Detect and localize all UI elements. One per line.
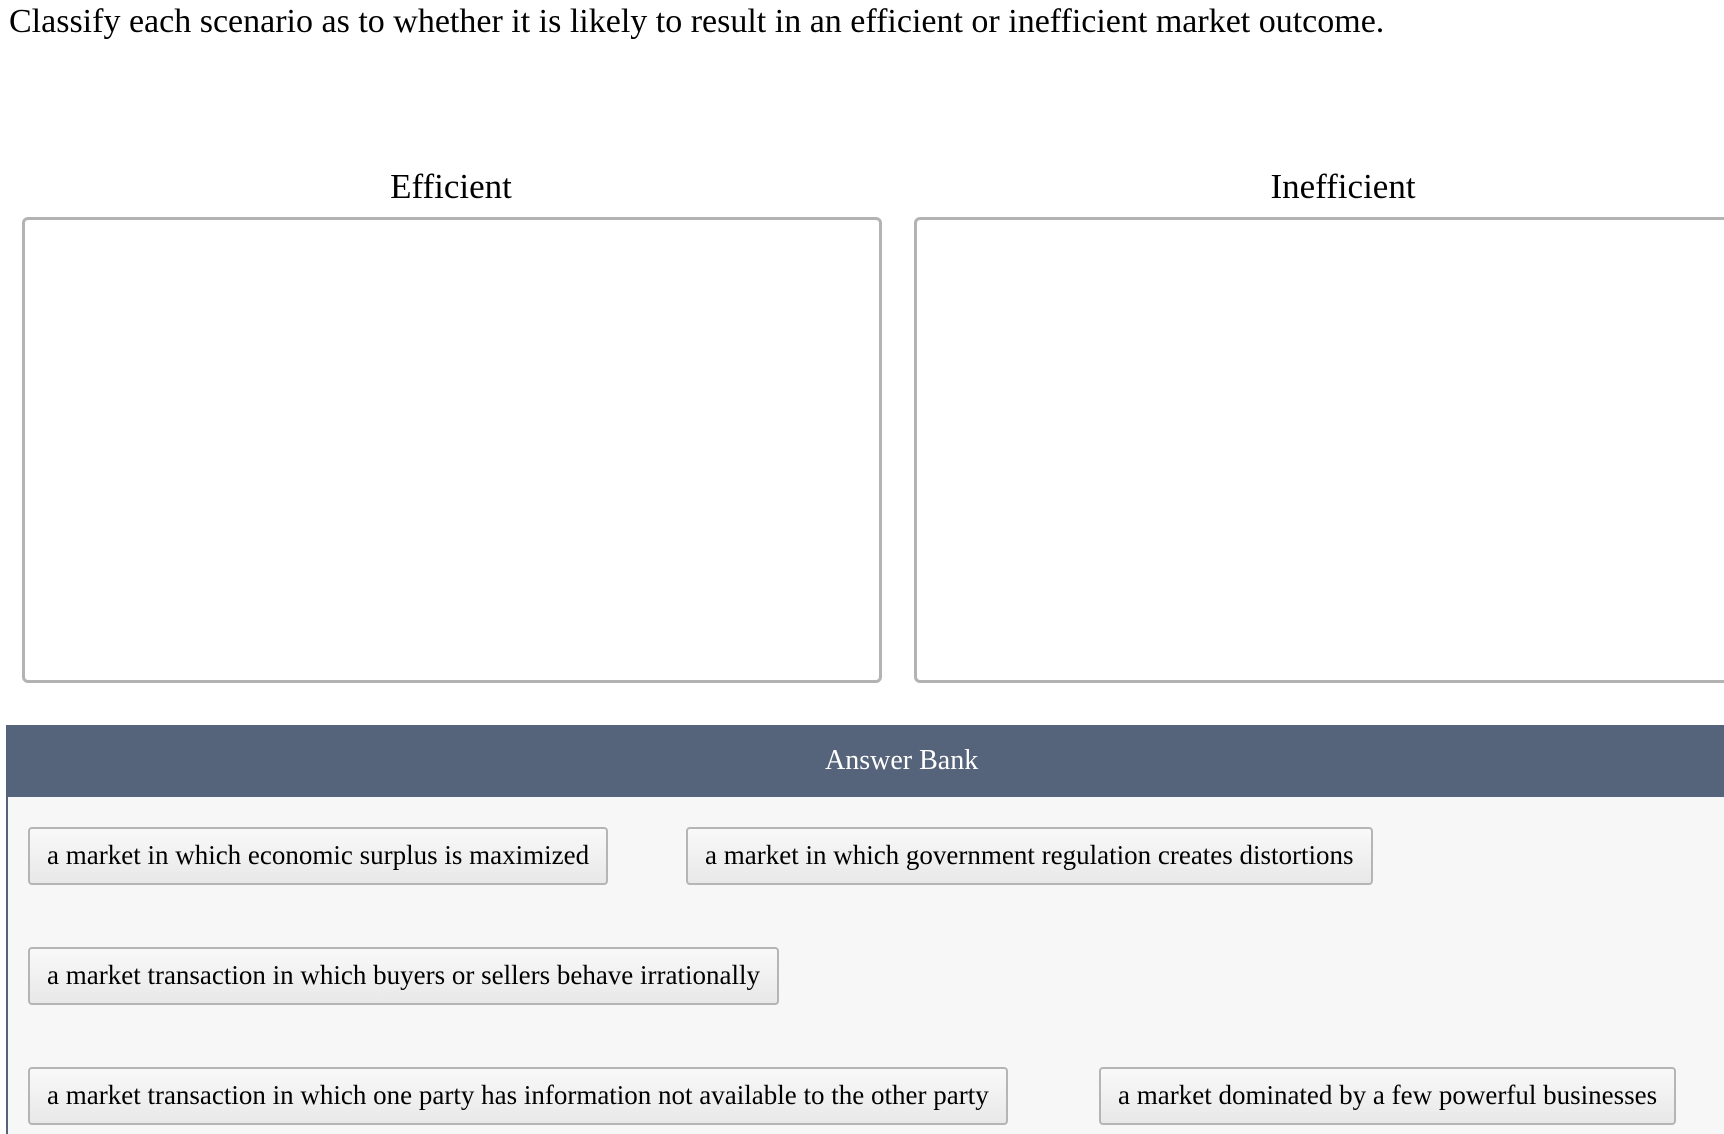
answer-bank-title: Answer Bank [825,745,979,776]
answer-chip[interactable]: a market transaction in which one party has information not available to the other party [28,1067,1008,1125]
efficient-drop-zone[interactable] [22,217,882,683]
question-prompt: Classify each scenario as to whether it is likely to result in an efficient or inefficient market outcome. [9,3,1385,40]
answer-chip[interactable]: a market in which economic surplus is maximized [28,827,608,885]
answer-chip[interactable]: a market transaction in which buyers or sellers behave irrationally [28,947,779,1005]
answer-chip[interactable]: a market dominated by a few powerful businesses [1099,1067,1676,1125]
inefficient-drop-zone[interactable] [914,217,1724,683]
answer-bank-header [8,725,1724,797]
answer-chip[interactable]: a market in which government regulation creates distortions [686,827,1373,885]
inefficient-bin-title: Inefficient [1270,167,1416,206]
efficient-bin-title: Efficient [390,167,512,206]
